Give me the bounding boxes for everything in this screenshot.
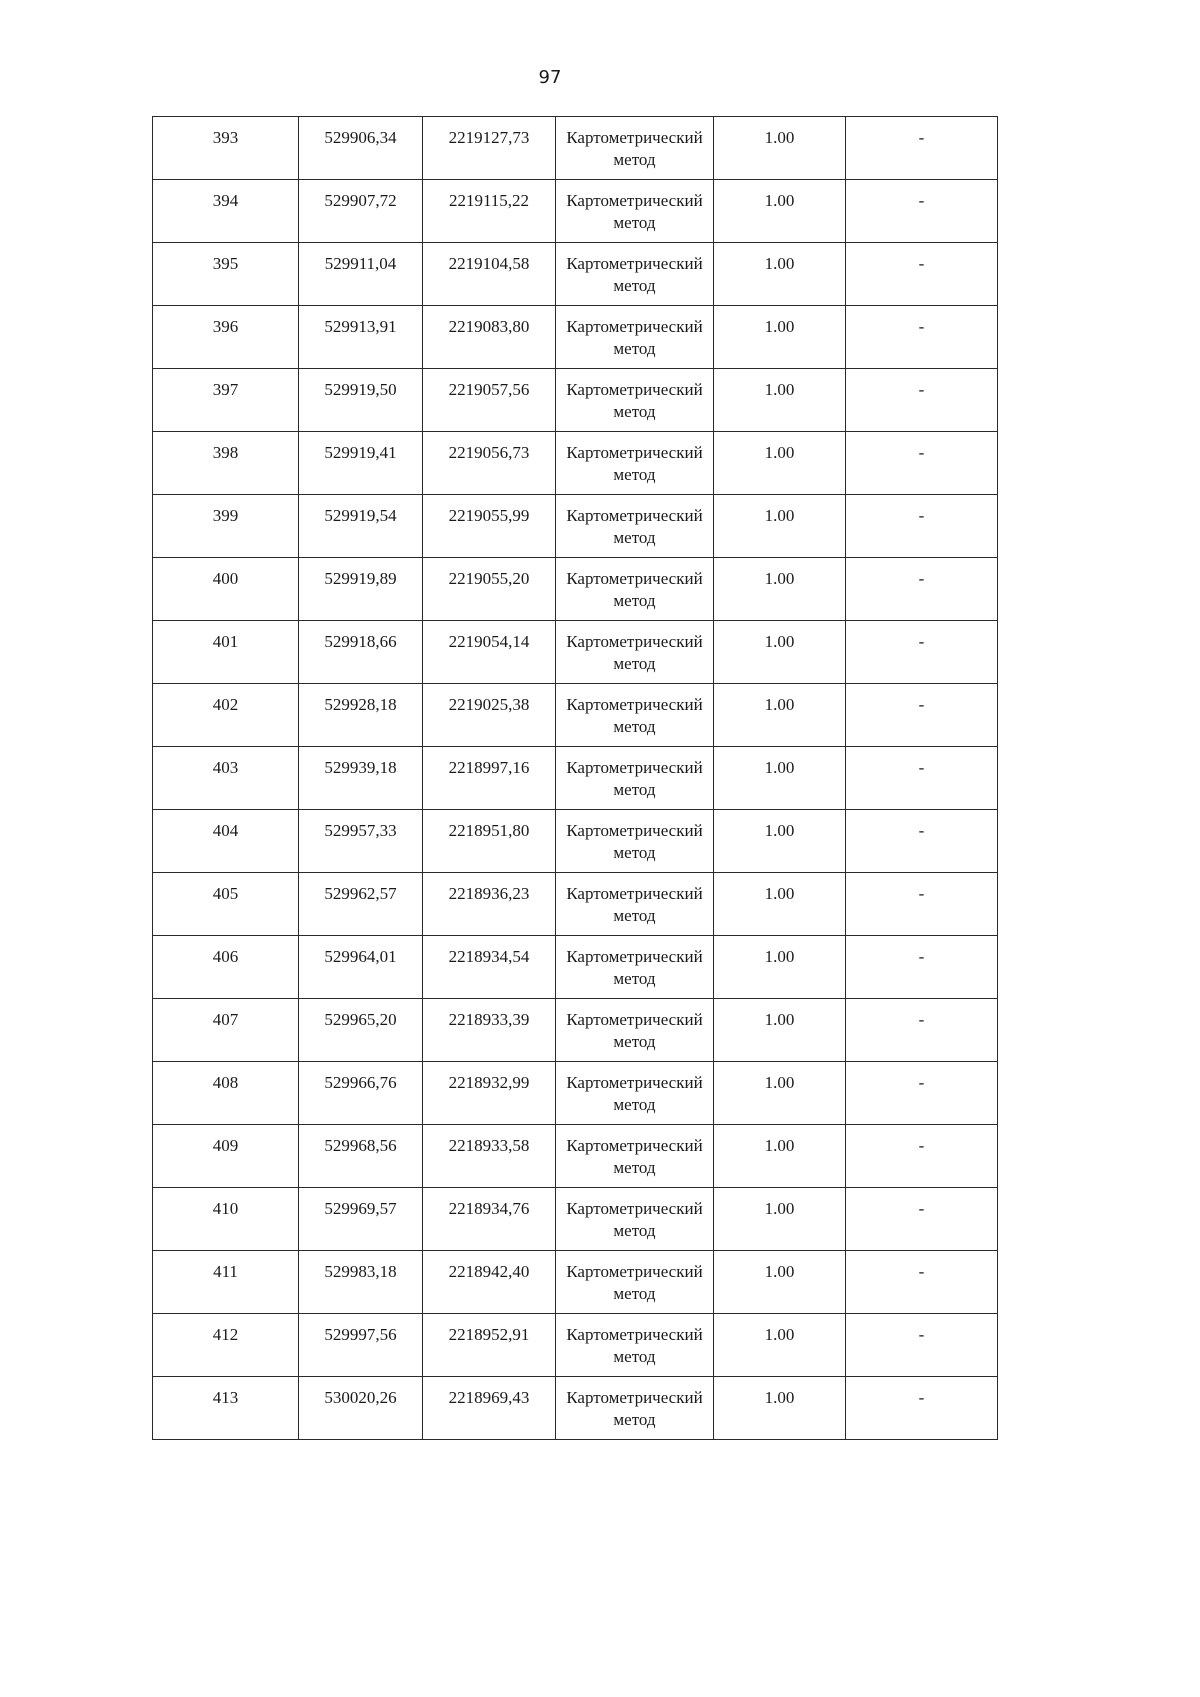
x-coordinate-cell (299, 1377, 423, 1440)
x-coordinate-cell (299, 621, 423, 684)
method-cell (556, 1314, 714, 1377)
x-coordinate-cell (299, 495, 423, 558)
y-coordinate-cell-text: 2218934,76 (448, 1199, 530, 1218)
method-cell-text: Картометрический метод (566, 1136, 703, 1177)
x-coordinate-cell (299, 810, 423, 873)
y-coordinate-cell (423, 1377, 556, 1440)
description-cell (846, 747, 998, 810)
y-coordinate-cell (423, 747, 556, 810)
table-row (153, 1251, 998, 1314)
description-cell (846, 243, 998, 306)
y-coordinate-cell (423, 936, 556, 999)
accuracy-cell-text: 1.00 (764, 1262, 795, 1281)
y-coordinate-cell (423, 1188, 556, 1251)
y-coordinate-cell-text: 2219104,58 (448, 254, 530, 273)
point-number-cell-text: 399 (212, 506, 239, 525)
table-row (153, 495, 998, 558)
x-coordinate-cell-text: 529911,04 (324, 254, 397, 273)
point-number-cell (153, 999, 299, 1062)
y-coordinate-cell (423, 432, 556, 495)
accuracy-cell-text: 1.00 (764, 1325, 795, 1344)
accuracy-cell-text: 1.00 (764, 695, 795, 714)
x-coordinate-cell-text: 529964,01 (324, 947, 397, 966)
x-coordinate-cell-text: 529919,89 (324, 569, 397, 588)
method-cell-text: Картометрический метод (566, 380, 703, 421)
accuracy-cell-text: 1.00 (764, 632, 795, 651)
y-coordinate-cell (423, 684, 556, 747)
description-cell-text: - (918, 443, 925, 462)
method-cell (556, 369, 714, 432)
accuracy-cell-text: 1.00 (764, 821, 795, 840)
x-coordinate-cell-text: 529919,54 (324, 506, 397, 525)
description-cell (846, 306, 998, 369)
method-cell (556, 495, 714, 558)
point-number-cell (153, 1251, 299, 1314)
x-coordinate-cell-text: 529962,57 (324, 884, 397, 903)
x-coordinate-cell-text: 529919,41 (324, 443, 397, 462)
table-row (153, 306, 998, 369)
x-coordinate-cell (299, 432, 423, 495)
accuracy-cell (714, 1314, 846, 1377)
description-cell (846, 117, 998, 180)
description-cell-text: - (918, 1262, 925, 1281)
method-cell (556, 243, 714, 306)
description-cell-text: - (918, 947, 925, 966)
table-row (153, 1377, 998, 1440)
table-row (153, 936, 998, 999)
point-number-cell-text: 411 (213, 1262, 238, 1281)
method-cell-text: Картометрический метод (566, 1199, 703, 1240)
x-coordinate-cell (299, 684, 423, 747)
point-number-cell-text: 400 (212, 569, 239, 588)
method-cell (556, 180, 714, 243)
y-coordinate-cell-text: 2218969,43 (448, 1388, 530, 1407)
accuracy-cell-text: 1.00 (764, 1388, 795, 1407)
method-cell-text: Картометрический метод (566, 947, 703, 988)
x-coordinate-cell (299, 1125, 423, 1188)
x-coordinate-cell-text: 529983,18 (324, 1262, 397, 1281)
point-number-cell (153, 1377, 299, 1440)
point-number-cell (153, 1188, 299, 1251)
point-number-cell-text: 401 (212, 632, 239, 651)
x-coordinate-cell-text: 529906,34 (324, 128, 397, 147)
x-coordinate-cell (299, 1251, 423, 1314)
point-number-cell-text: 397 (212, 380, 239, 399)
table-row (153, 684, 998, 747)
description-cell-text: - (918, 1325, 925, 1344)
method-cell (556, 873, 714, 936)
method-cell (556, 558, 714, 621)
y-coordinate-cell (423, 1062, 556, 1125)
description-cell (846, 558, 998, 621)
method-cell (556, 621, 714, 684)
description-cell-text: - (918, 632, 925, 651)
accuracy-cell (714, 684, 846, 747)
method-cell-text: Картометрический метод (566, 695, 703, 736)
method-cell (556, 1377, 714, 1440)
x-coordinate-cell-text: 529919,50 (324, 380, 397, 399)
x-coordinate-cell (299, 873, 423, 936)
accuracy-cell (714, 117, 846, 180)
method-cell-text: Картометрический метод (566, 884, 703, 925)
accuracy-cell-text: 1.00 (764, 947, 795, 966)
accuracy-cell-text: 1.00 (764, 1136, 795, 1155)
table-row (153, 873, 998, 936)
description-cell (846, 684, 998, 747)
y-coordinate-cell (423, 369, 556, 432)
accuracy-cell (714, 558, 846, 621)
description-cell-text: - (918, 506, 925, 525)
x-coordinate-cell (299, 1314, 423, 1377)
method-cell (556, 1062, 714, 1125)
method-cell-text: Картометрический метод (566, 1262, 703, 1303)
accuracy-cell (714, 810, 846, 873)
point-number-cell (153, 621, 299, 684)
point-number-cell (153, 369, 299, 432)
method-cell (556, 1125, 714, 1188)
description-cell (846, 180, 998, 243)
accuracy-cell (714, 306, 846, 369)
method-cell-text: Картометрический метод (566, 254, 703, 295)
point-number-cell (153, 180, 299, 243)
method-cell (556, 747, 714, 810)
coordinates-table (152, 116, 998, 1440)
point-number-cell-text: 393 (212, 128, 239, 147)
point-number-cell (153, 873, 299, 936)
method-cell (556, 810, 714, 873)
description-cell (846, 1062, 998, 1125)
table-row (153, 558, 998, 621)
point-number-cell (153, 1314, 299, 1377)
accuracy-cell-text: 1.00 (764, 128, 795, 147)
method-cell-text: Картометрический метод (566, 569, 703, 610)
x-coordinate-cell (299, 306, 423, 369)
y-coordinate-cell (423, 558, 556, 621)
method-cell-text: Картометрический метод (566, 128, 703, 169)
y-coordinate-cell (423, 1314, 556, 1377)
coordinates-table-body (153, 117, 998, 1440)
method-cell (556, 936, 714, 999)
point-number-cell-text: 413 (212, 1388, 239, 1407)
description-cell (846, 1314, 998, 1377)
description-cell-text: - (918, 758, 925, 777)
description-cell (846, 936, 998, 999)
method-cell-text: Картометрический метод (566, 1388, 703, 1429)
accuracy-cell (714, 1377, 846, 1440)
accuracy-cell-text: 1.00 (764, 758, 795, 777)
point-number-cell (153, 936, 299, 999)
point-number-cell-text: 398 (212, 443, 239, 462)
x-coordinate-cell (299, 936, 423, 999)
accuracy-cell-text: 1.00 (764, 254, 795, 273)
description-cell (846, 432, 998, 495)
method-cell (556, 684, 714, 747)
y-coordinate-cell-text: 2219025,38 (448, 695, 530, 714)
x-coordinate-cell-text: 529968,56 (324, 1136, 397, 1155)
y-coordinate-cell-text: 2219127,73 (448, 128, 530, 147)
accuracy-cell (714, 243, 846, 306)
accuracy-cell-text: 1.00 (764, 1073, 795, 1092)
point-number-cell (153, 1125, 299, 1188)
point-number-cell (153, 810, 299, 873)
x-coordinate-cell-text: 530020,26 (324, 1388, 397, 1407)
description-cell-text: - (918, 128, 925, 147)
y-coordinate-cell-text: 2219115,22 (448, 191, 530, 210)
accuracy-cell-text: 1.00 (764, 443, 795, 462)
table-row (153, 621, 998, 684)
method-cell-text: Картометрический метод (566, 317, 703, 358)
description-cell-text: - (918, 380, 925, 399)
method-cell (556, 999, 714, 1062)
table-row (153, 180, 998, 243)
description-cell (846, 369, 998, 432)
method-cell-text: Картометрический метод (566, 758, 703, 799)
method-cell-text: Картометрический метод (566, 1325, 703, 1366)
x-coordinate-cell-text: 529957,33 (324, 821, 397, 840)
y-coordinate-cell (423, 621, 556, 684)
accuracy-cell (714, 495, 846, 558)
method-cell-text: Картометрический метод (566, 191, 703, 232)
description-cell-text: - (918, 191, 925, 210)
accuracy-cell (714, 180, 846, 243)
y-coordinate-cell-text: 2218952,91 (448, 1325, 530, 1344)
point-number-cell (153, 495, 299, 558)
x-coordinate-cell-text: 529907,72 (324, 191, 397, 210)
y-coordinate-cell-text: 2218936,23 (448, 884, 530, 903)
accuracy-cell-text: 1.00 (764, 1199, 795, 1218)
x-coordinate-cell (299, 1188, 423, 1251)
x-coordinate-cell-text: 529966,76 (324, 1073, 397, 1092)
accuracy-cell (714, 432, 846, 495)
y-coordinate-cell-text: 2219056,73 (448, 443, 530, 462)
method-cell-text: Картометрический метод (566, 1010, 703, 1051)
accuracy-cell-text: 1.00 (764, 317, 795, 336)
accuracy-cell (714, 873, 846, 936)
y-coordinate-cell-text: 2218933,39 (448, 1010, 530, 1029)
y-coordinate-cell (423, 180, 556, 243)
table-row (153, 1188, 998, 1251)
description-cell (846, 1377, 998, 1440)
accuracy-cell (714, 1062, 846, 1125)
accuracy-cell (714, 936, 846, 999)
x-coordinate-cell (299, 1062, 423, 1125)
description-cell (846, 1251, 998, 1314)
page-number: 97 (538, 67, 562, 88)
point-number-cell (153, 306, 299, 369)
accuracy-cell-text: 1.00 (764, 506, 795, 525)
x-coordinate-cell-text: 529913,91 (324, 317, 397, 336)
point-number-cell-text: 402 (212, 695, 239, 714)
y-coordinate-cell (423, 306, 556, 369)
x-coordinate-cell (299, 243, 423, 306)
point-number-cell (153, 432, 299, 495)
y-coordinate-cell-text: 2219083,80 (448, 317, 530, 336)
x-coordinate-cell (299, 180, 423, 243)
y-coordinate-cell-text: 2218951,80 (448, 821, 530, 840)
description-cell-text: - (918, 1073, 925, 1092)
accuracy-cell (714, 369, 846, 432)
x-coordinate-cell-text: 529939,18 (324, 758, 397, 777)
method-cell-text: Картометрический метод (566, 821, 703, 862)
table-row (153, 117, 998, 180)
accuracy-cell-text: 1.00 (764, 191, 795, 210)
accuracy-cell (714, 1125, 846, 1188)
point-number-cell (153, 117, 299, 180)
table-row (153, 243, 998, 306)
accuracy-cell (714, 747, 846, 810)
method-cell (556, 432, 714, 495)
accuracy-cell (714, 1188, 846, 1251)
x-coordinate-cell (299, 369, 423, 432)
point-number-cell-text: 403 (212, 758, 239, 777)
description-cell-text: - (918, 821, 925, 840)
description-cell (846, 1188, 998, 1251)
method-cell-text: Картометрический метод (566, 632, 703, 673)
point-number-cell (153, 243, 299, 306)
y-coordinate-cell (423, 1251, 556, 1314)
y-coordinate-cell-text: 2218932,99 (448, 1073, 530, 1092)
point-number-cell-text: 407 (212, 1010, 239, 1029)
description-cell-text: - (918, 1199, 925, 1218)
table-row (153, 1125, 998, 1188)
y-coordinate-cell (423, 1125, 556, 1188)
accuracy-cell-text: 1.00 (764, 1010, 795, 1029)
table-row (153, 432, 998, 495)
point-number-cell-text: 396 (212, 317, 239, 336)
description-cell (846, 999, 998, 1062)
y-coordinate-cell-text: 2218997,16 (448, 758, 530, 777)
description-cell-text: - (918, 1010, 925, 1029)
method-cell (556, 1188, 714, 1251)
x-coordinate-cell-text: 529997,56 (324, 1325, 397, 1344)
y-coordinate-cell-text: 2219055,20 (448, 569, 530, 588)
point-number-cell (153, 684, 299, 747)
table-row (153, 999, 998, 1062)
x-coordinate-cell (299, 747, 423, 810)
method-cell (556, 117, 714, 180)
point-number-cell-text: 410 (212, 1199, 239, 1218)
x-coordinate-cell (299, 999, 423, 1062)
x-coordinate-cell-text: 529918,66 (324, 632, 397, 651)
description-cell (846, 621, 998, 684)
description-cell (846, 1125, 998, 1188)
point-number-cell-text: 395 (212, 254, 239, 273)
point-number-cell-text: 409 (212, 1136, 239, 1155)
accuracy-cell-text: 1.00 (764, 884, 795, 903)
y-coordinate-cell (423, 873, 556, 936)
accuracy-cell-text: 1.00 (764, 569, 795, 588)
y-coordinate-cell-text: 2219054,14 (448, 632, 530, 651)
y-coordinate-cell (423, 999, 556, 1062)
table-row (153, 1314, 998, 1377)
y-coordinate-cell-text: 2219055,99 (448, 506, 530, 525)
description-cell-text: - (918, 1388, 925, 1407)
point-number-cell-text: 408 (212, 1073, 239, 1092)
accuracy-cell (714, 621, 846, 684)
method-cell-text: Картометрический метод (566, 1073, 703, 1114)
y-coordinate-cell-text: 2218933,58 (448, 1136, 530, 1155)
description-cell-text: - (918, 884, 925, 903)
description-cell-text: - (918, 1136, 925, 1155)
table-row (153, 1062, 998, 1125)
y-coordinate-cell (423, 810, 556, 873)
point-number-cell-text: 394 (212, 191, 239, 210)
x-coordinate-cell-text: 529965,20 (324, 1010, 397, 1029)
description-cell (846, 810, 998, 873)
point-number-cell-text: 412 (212, 1325, 239, 1344)
x-coordinate-cell-text: 529969,57 (324, 1199, 397, 1218)
point-number-cell (153, 1062, 299, 1125)
table-row (153, 369, 998, 432)
y-coordinate-cell (423, 495, 556, 558)
description-cell-text: - (918, 317, 925, 336)
y-coordinate-cell (423, 243, 556, 306)
y-coordinate-cell (423, 117, 556, 180)
point-number-cell (153, 747, 299, 810)
method-cell (556, 306, 714, 369)
y-coordinate-cell-text: 2218942,40 (448, 1262, 530, 1281)
point-number-cell-text: 406 (212, 947, 239, 966)
x-coordinate-cell-text: 529928,18 (324, 695, 397, 714)
point-number-cell-text: 405 (212, 884, 239, 903)
description-cell-text: - (918, 569, 925, 588)
x-coordinate-cell (299, 117, 423, 180)
accuracy-cell (714, 1251, 846, 1314)
point-number-cell-text: 404 (212, 821, 239, 840)
description-cell-text: - (918, 695, 925, 714)
description-cell (846, 873, 998, 936)
method-cell-text: Картометрический метод (566, 506, 703, 547)
method-cell (556, 1251, 714, 1314)
accuracy-cell (714, 999, 846, 1062)
point-number-cell (153, 558, 299, 621)
description-cell (846, 495, 998, 558)
y-coordinate-cell-text: 2218934,54 (448, 947, 530, 966)
y-coordinate-cell-text: 2219057,56 (448, 380, 530, 399)
x-coordinate-cell (299, 558, 423, 621)
method-cell-text: Картометрический метод (566, 443, 703, 484)
table-row (153, 810, 998, 873)
description-cell-text: - (918, 254, 925, 273)
table-row (153, 747, 998, 810)
accuracy-cell-text: 1.00 (764, 380, 795, 399)
